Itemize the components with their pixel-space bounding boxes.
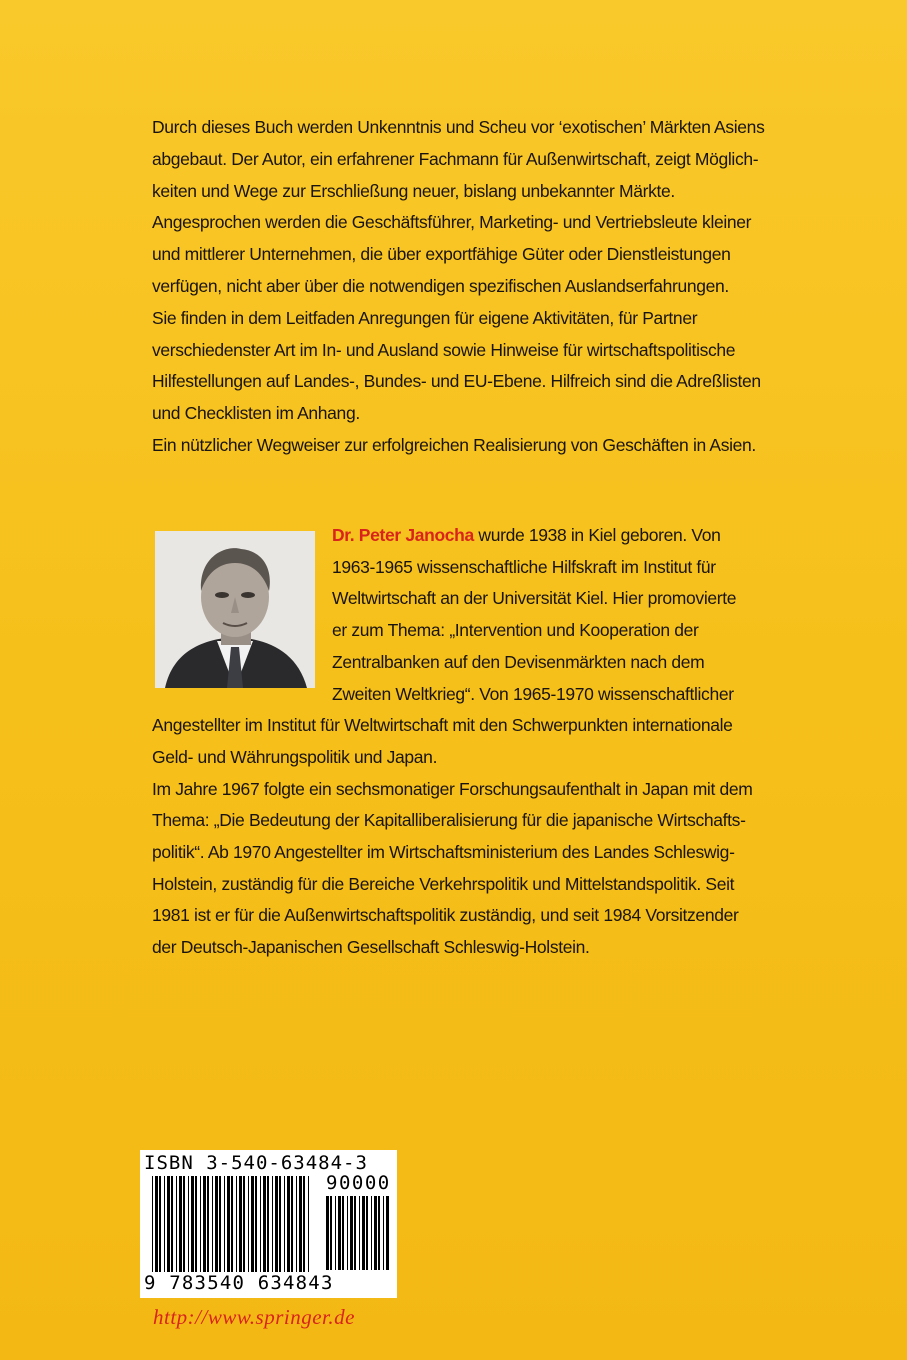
barcode-bar	[207, 1176, 209, 1272]
barcode-bar	[326, 1196, 329, 1270]
author-name: Dr. Peter Janocha	[332, 525, 474, 545]
blurb-line: Hilfestellungen auf Landes-, Bundes- und EU-Ebene. Hilfreich sind die Adreßlisten	[152, 371, 761, 392]
barcode-bar	[236, 1176, 237, 1272]
barcode-bar	[167, 1176, 170, 1272]
blurb-line: und Checklisten im Anhang.	[152, 403, 360, 424]
blurb-line: und mittlerer Unternehmen, die über exportfähige Güter oder Dienstleistungen	[152, 244, 731, 265]
bio-line: 1963-1965 wissenschaftliche Hilfskraft im Institut für	[332, 556, 716, 577]
ean-barcode-bars	[152, 1176, 312, 1272]
bio-line: Angestellter im Institut für Weltwirtschaft mit den Schwerpunkten internationale	[152, 715, 733, 736]
barcode-bar	[291, 1176, 293, 1272]
isbn-barcode	[140, 1150, 397, 1298]
book-blurb	[152, 112, 772, 462]
barcode-bar	[383, 1196, 384, 1270]
barcode-bar	[188, 1176, 189, 1272]
barcode-bar	[260, 1176, 261, 1272]
bio-line: 1981 ist er für die Außenwirtschaftspolitik zuständig, und seit 1984 Vorsitzender	[152, 905, 739, 926]
barcode-bar	[378, 1196, 380, 1270]
bio-line: Weltwirtschaft an der Universität Kiel. Hier promovierte	[332, 588, 737, 609]
barcode-bar	[212, 1176, 213, 1272]
bio-line: Im Jahre 1967 folgte ein sechsmonatiger Forschungsaufenthalt in Japan mit dem	[152, 778, 753, 799]
barcode-bar	[152, 1176, 153, 1272]
isbn-number: ISBN 3-540-63484-3	[144, 1152, 368, 1174]
barcode-bar	[284, 1176, 285, 1272]
price-code: 90000	[326, 1172, 391, 1194]
barcode-bar	[267, 1176, 269, 1272]
barcode-bar	[200, 1176, 201, 1272]
blurb-line: keiten und Wege zur Erschließung neuer, bislang unbekannter Märkte.	[152, 180, 675, 201]
publisher-url[interactable]: http://www.springer.de	[153, 1305, 355, 1329]
bio-first-line	[152, 520, 772, 552]
barcode-bar	[248, 1176, 249, 1272]
bio-line: Geld- und Währungspolitik und Japan.	[152, 746, 438, 767]
barcode-bar	[308, 1176, 309, 1272]
barcode-bar	[171, 1176, 173, 1272]
barcode-bar	[275, 1176, 278, 1272]
barcode-bar	[227, 1176, 230, 1272]
blurb-line: verschiedenster Art im In- und Ausland sowie Hinweise für wirtschaftspolitische	[152, 339, 736, 360]
barcode-bar	[215, 1176, 218, 1272]
barcode-bar	[203, 1176, 206, 1272]
barcode-bar	[374, 1196, 377, 1270]
blurb-line: Angesprochen werden die Geschäftsführer, Marketing- und Vertriebsleute kleiner	[152, 212, 752, 233]
blurb-line: Sie finden in dem Leitfaden Anregungen für eigene Aktivitäten, für Partner	[152, 307, 698, 328]
barcode-bar	[279, 1176, 281, 1272]
barcode-bar	[195, 1176, 197, 1272]
barcode-bar	[183, 1176, 185, 1272]
barcode-bar	[342, 1196, 344, 1270]
author-biography	[152, 520, 772, 964]
barcode-bar	[219, 1176, 221, 1272]
bio-line: Zentralbanken auf den Devisenmärkten nach dem	[332, 651, 705, 672]
bio-line: Holstein, zuständig für die Bereiche Verkehrspolitik und Mittelstandspolitik. Seit	[152, 873, 735, 894]
barcode-bar	[359, 1196, 360, 1270]
barcode-bar	[231, 1176, 233, 1272]
barcode-bar	[179, 1176, 182, 1272]
bio-line: politik“. Ab 1970 Angestellter im Wirtschaftsministerium des Landes Schleswig-	[152, 842, 735, 863]
barcode-bar	[159, 1176, 161, 1272]
bio-line: Zweiten Weltkrieg“. Von 1965-1970 wissenschaftlicher	[332, 683, 734, 704]
barcode-bar	[155, 1176, 158, 1272]
barcode-bar	[239, 1176, 242, 1272]
blurb-line: Ein nützlicher Wegweiser zur erfolgreichen Realisierung von Geschäften in Asien.	[152, 434, 756, 455]
barcode-bar	[243, 1176, 245, 1272]
barcode-bar	[272, 1176, 273, 1272]
barcode-bar	[255, 1176, 257, 1272]
barcode-bar	[224, 1176, 225, 1272]
addon-barcode-bars	[326, 1196, 390, 1270]
bio-line: Thema: „Die Bedeutung der Kapitalliberalisierung für die japanische Wirtschafts-	[152, 810, 746, 831]
barcode-bar	[299, 1176, 302, 1272]
barcode-bar	[176, 1176, 177, 1272]
barcode-bar	[366, 1196, 368, 1270]
blurb-line: Durch dieses Buch werden Unkenntnis und Scheu vor ‘exotischen’ Märkten Asiens	[152, 117, 765, 137]
bio-line: wurde 1938 in Kiel geboren. Von	[473, 525, 721, 545]
blurb-line: abgebaut. Der Autor, ein erfahrener Fachmann für Außenwirtschaft, zeigt Möglich-	[152, 148, 759, 169]
barcode-bar	[347, 1196, 348, 1270]
barcode-bar	[386, 1196, 389, 1270]
barcode-bar	[191, 1176, 194, 1272]
barcode-bar	[350, 1196, 353, 1270]
barcode-bar	[330, 1196, 332, 1270]
barcode-bar	[303, 1176, 305, 1272]
barcode-bar	[287, 1176, 290, 1272]
barcode-bar	[362, 1196, 365, 1270]
bio-line: er zum Thema: „Intervention und Kooperation der	[332, 620, 699, 641]
barcode-bar	[263, 1176, 266, 1272]
ean-number: 9 783540 634843	[144, 1272, 334, 1294]
bio-line: der Deutsch-Japanischen Gesellschaft Schleswig-Holstein.	[152, 937, 590, 958]
barcode-bar	[354, 1196, 356, 1270]
barcode-bar	[338, 1196, 341, 1270]
barcode-bar	[296, 1176, 297, 1272]
blurb-line: verfügen, nicht aber über die notwendigen spezifischen Auslandserfahrungen.	[152, 275, 729, 296]
barcode-bar	[251, 1176, 254, 1272]
barcode-bar	[335, 1196, 336, 1270]
barcode-bar	[164, 1176, 165, 1272]
barcode-bar	[371, 1196, 372, 1270]
